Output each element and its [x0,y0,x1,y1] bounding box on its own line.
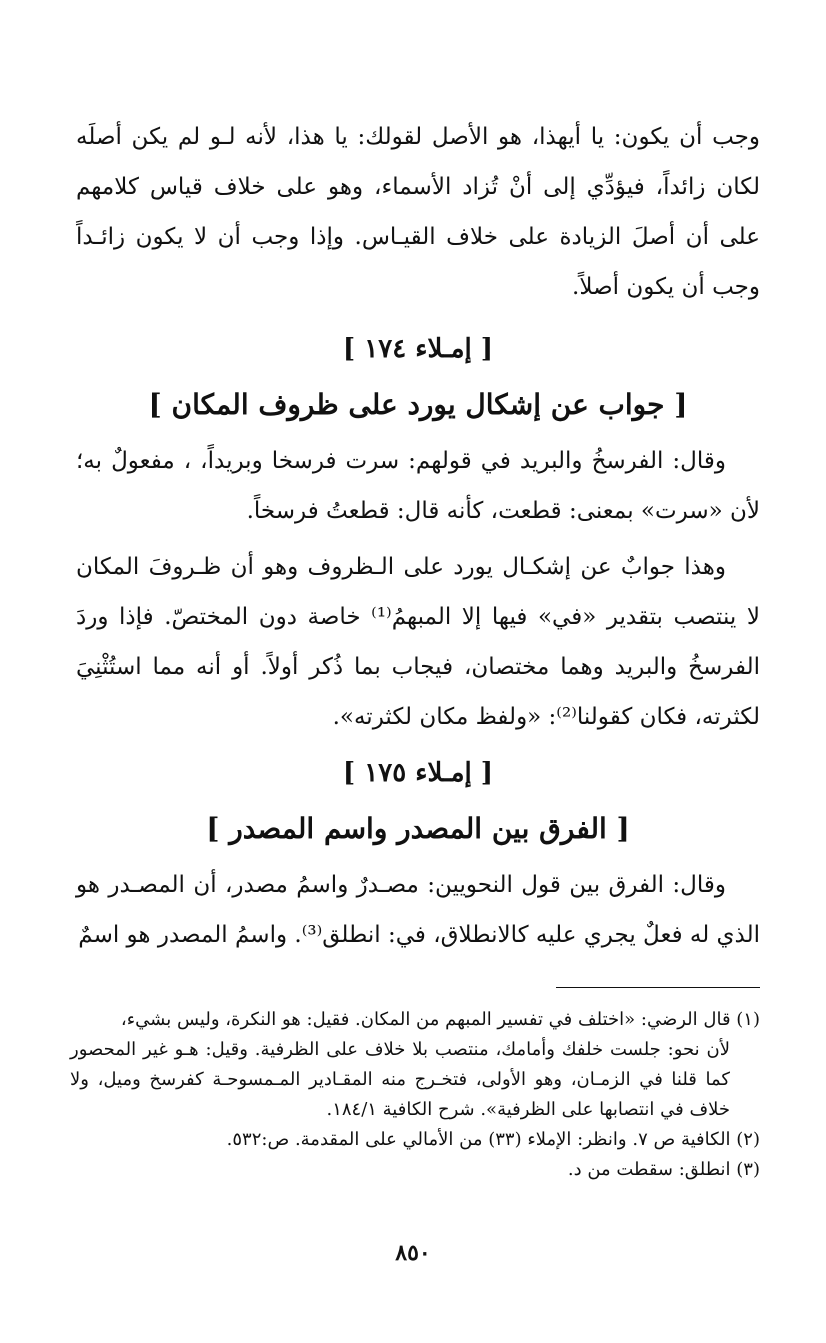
section-title-174: [ جواب عن إشكال يورد على ظروف المكان ] [148,388,688,421]
paragraph-answer: وهذا جوابٌ عن إشكـال يورد على الـظروف وهو أن ظـروفَ المكان لا ينتصب بتقدير «في» فيها إلا المبهمُ⁽¹⁾ خاصة دون المختصّ. فإذا وردَ الفرسخُ والبريد وهما مختصان، فيجاب بما ذُكر أولاً. أو أنه مما استُثْنِيَ لكثرته، فكان كقولنا⁽²⁾: «ولفظ مكان لكثرته». [76,554,760,730]
paragraph-masdar: وقال: الفرق بين قول النحويين: مصـدرٌ واسمُ مصدر، أن المصـدر هو الذي له فعلٌ يجري عليه كالانطلاق، في: انطلق⁽³⁾. واسمُ المصدر هو اسمٌ [76,872,760,948]
imla-heading-175: [ إمـلاء ١٧٥ ] [342,758,494,788]
footnote-1-continued: لأن نحو: جلست خلفك وأمامك، منتصب بلا خلاف على الظرفية. وقيل: هـو غير المحصور كما قلنا في الزمـان، وهو الأولى، فتخـرج منه المقـادير المـمسوحـة كفرسخ وميل، ولا خلاف في انتصابها على الظرفية». شرح الكافية ١٨٤/١. [70,1039,730,1120]
footnotes [70,1005,760,1185]
footnote-2: (٢) الكافية ص ٧. وانظر: الإملاء (٣٣) من الأمالي على المقدمة. ص:٥٣٢. [226,1129,760,1150]
footnote-divider [556,987,760,988]
paragraph-opening: وجب أن يكون: يا أيهذا، هو الأصل لقولك: يا هذا، لأنه لـو لم يكن أصلَه لكان زائداً، فيؤدِّي إلى أنْ تُزاد الأسماء، وهو على خلاف قياس كلامهم على أن أصلَ الزيادة على خلاف القيـاس. وإذا وجب أن لا يكون زائـداً وجب أن يكون أصلاً. [76,124,760,300]
footnote-1: (١) قال الرضي: «اختلف في تفسير المبهم من المكان. فقيل: هو النكرة، وليس بشيء، [120,1009,760,1030]
paragraph-farsakh: وقال: الفرسخُ والبريد في قولهم: سرت فرسخا وبريداً، ، مفعولٌ به؛ لأن «سرت» بمعنى: قطعت، كأنه قال: قطعتُ فرسخاً. [76,448,760,524]
page-number: ٨٥٠ [395,1240,431,1266]
section-title-175: [ الفرق بين المصدر واسم المصدر ] [206,812,630,845]
footnote-3: (٣) انطلق: سقطت من د. [567,1159,760,1180]
main-text [76,112,760,960]
imla-heading-174: [ إمـلاء ١٧٤ ] [342,334,494,364]
